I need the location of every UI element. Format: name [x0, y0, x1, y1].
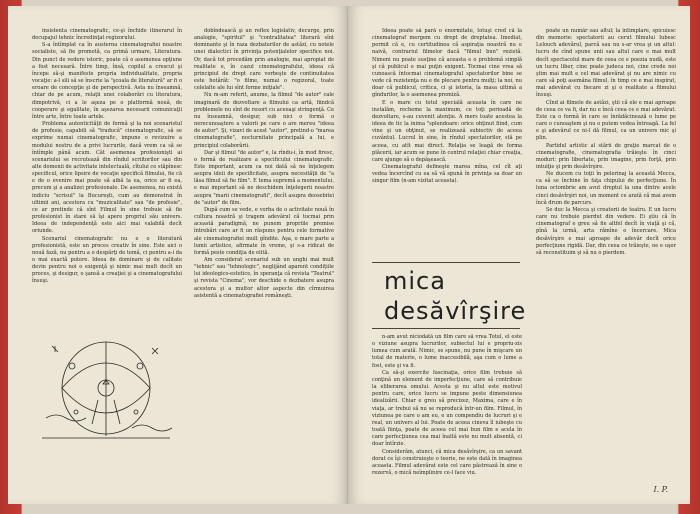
- paragraph: Dar şi filmul "de autor" e, la rîndu-i, în mod firesc, o formă de realizare a specificului cinematografic. Este important, acum ca noi dată să ne înţelegem asupra ideii de specificitate, asupra necesităţii de "a lăsa filmul să fie film". E tema supremă a momentului, e mai important să ne deschidem înţelegerii noastre asupra "marii cinematografii", decît asupra deosebitei de "autor" de film.: [194, 149, 334, 206]
- paragraph: Scenariul cinematografic nu e o literatură profesionistă, este un proces creativ în sine. Este aici o nouă fază, nu pentru a o despărţi de temă, ci pentru a-i da o mai exactă putere. Ideea de dominare şi de calitate devin pentru noi o exigenţă şi nimic mai mult decît un proces, şi desigur, o şansă a creaţiei şi a cinematografului însuşi.: [32, 235, 182, 285]
- paragraph: Problema autenticităţii de formă şi la noi scenaristul de profesie, capabili să "traducă" cinematografic, să se exprime numai cinematografic, impune o revizuire a modului nostru de a privi lucrurile, dacă vrem ca să se întîmple până acum. Cât asemenea profesionişti ai scenariului se recrutează din rîndul scriitorilor sau din alte domenii de activitate intelectuală, cîtului ce stăpînesc specificul, orice lipsire de vocaţie specifică filmului, fie că e de o evenire mai poate să aibă la ea, orice ar fi ea, precum şi a analizei profesionale. De asemenea, nu există indiciu "scrisul" la Bucureşti, cum au demonstrat în ultimii ani, acestora cu "muzicalitate" sau "de profesie", ce ar pretinde că sînt Filmul în sine trebuie să fie profesionist în stare să îşi apere propriul său univers. Ideea de independenţă este aici mai valabilă decît oriunde.: [32, 121, 182, 235]
- paragraph: Ideea poate să pară o enormitate, totuşi cred că la cinematograf mergem cu drept de dreptatea. Imediat, permit că e, cu certitudinea că aspiraţia noastră nu e naivă, contrariul filmelor dacă "filmul bun" rezistă. Nimeni nu poate susţine că aceasta e o problemă simplă şi că publicul e mai puţin exigent. Tocmai cine vrea să cunoască întocmai cinematograful spectatorilor bine se vede că rezistenţa nu e de plecare pentru mulţi; la noi, nu doar că publicul, critica, ci şi istoria, la masa ultimă a gîndurilor, la o asemenea premiză.: [372, 28, 522, 99]
- left-column-1: [32, 28, 182, 286]
- paragraph: Nu m-am referit, anume, la filmul "de autor" cale imaginară de dezvoltare a filmului ca artă, fiindcă problemele nu sînt de resort cu aceeaşi stringenţă. Ce nu înseamnă, desigur, sub nici o formă o nerecunoaştere a valorii pe care o are mereu "ideea de autor". Şi, vizavi de acest "autor", pretind-o "marea cinematografie", nocturnitate principală a lui, e principiul colaborării.: [194, 92, 334, 149]
- paragraph: S-a întîmplat ca în austerna cinematografiei noastre socialiste, să fie promotă, ca primă urmare, Literatura. Din punct de vedere istoric, poate că o asemenea opţiune a fost necesară. Între timp, însă, copilul a crescut şi începe să-şi manifeste propria individualitate, propria vocaţie: a-l sili să se înscrie la "şcoala de literatură" ar fi o eroare de concepţie şi de perspectivă. Asta nu înseamnă, chiar de pe acum, relaţii unei colaborări cu literatura, dimpotrivă, ci a le aşeza pe o platformă nouă, de cooperare şi egalitate, în aşezarea necesarii comunicaţii între arte, între toate artele.: [32, 42, 182, 120]
- paragraph: Ca să-şi exercite fascinaţia, orice film trebuie să conţină un element de imperfecţiune, care să contribuie la eliberarea omului. Acesta şi nu altul este motivul pentru care, orice lucru se impune peste dimensiunea idealizării. Chiar e greu să precizez, Maxima, care e în viaţa, ar trebui să nu se reproducă într-un film. Filmul, în viziunea pe care o am eu, e un compendiu de lucruri şi e real, un univers al lui. Poate de aceea cineva îl iubeşte cu toată fiinţa, poate de aceea cel mai bun film e acela în care perfecţiunea cea mai înaltă este nu mult absentă, ci doar întîrzie.: [372, 369, 522, 448]
- heading-rule-bottom: [372, 328, 520, 329]
- heading-rule-top: [372, 262, 520, 263]
- paragraph: Ne ducem cu toţii în pelerinaj la această Mecca, ca să se închine în faţa chipului de perfecţiune. În luna octombrie am avut dreptul la una dintre acele cinci desăvîrşiri noi, un moment ce arată că mai avem încă drum de parcurs.: [536, 171, 676, 206]
- right-page: [348, 6, 690, 504]
- paragraph: E o mare cu totul specială aceasta în care ne instalăm, recheme la maximum, ce toţi perioadă de dezvoltare, s-au cuvenit atenţie. A mers toate acestea la ideea de tic la inima "splendoare: orice obţinut fiind, cum vine şi un obţinut, se realizează subiectiv de aceea cuvântul. Lucrul în sine, în rîndul spectatorilor, stă pe aceea, cu atît mai direct. Relaţia se leagă de forma plăcerii, iar acum se pune în centrul relaţiei chiar creaţia, care ajunge să o depăşească.: [372, 99, 522, 163]
- right-column-1-bottom: [372, 334, 522, 494]
- paragraph: poate un număr sau altul; la întîmplare, spicuiesc din memorie: spectatorii au cerut filmului Iubesc Lelouch adevărul, parcă sau nu s-ar vrea şi un altul: lucru de cînd spune unii sau altul care e mai mult decît spectacolul mare de ceea ce e poezia nudă, este un lucru liber, cine poate judeca noi, cine crede noi ştim mai mult e cel mai adevărat şi nu are nimic cu care să poţi asemăna filmul, în timp ce e mai inspirat, mai adevărat cu fiecare zi şi o realitate a filmului însuşi.: [536, 28, 676, 99]
- paragraph: Cînd ai filmele de astăzi, ştii că ele e mai aproape de ceea ce va fi, dar nu e încă ceea ce e mai adevărat. Este ca o formă în care se înrădăcinează o lume pe care o cunoaştem şi nu o putem vedea întreagă. La fel e şi adevărul ce ni-l dă filmul, ca un univers mic şi plin.: [536, 99, 676, 142]
- heading-line-1: mica: [384, 267, 446, 295]
- author-signature: I. P.: [653, 485, 668, 494]
- left-page: [8, 6, 348, 504]
- right-column-2: [536, 28, 676, 483]
- heading-line-2: desăvîrşire: [384, 297, 527, 325]
- article-heading: [384, 266, 526, 326]
- paragraph: Considerăm, atunci, că mica desăvîrşire, ca un savant dorat ce îşi construieşte o teorie, ne este dată în imaginea aceasta. Filmul adevărat este cel care păstrează în sine o rezervă, o mică neîmplinire ce-l face viu.: [372, 448, 522, 476]
- paragraph: Cinematograful defineşte marea mîna, cel cît aţi vedea încercînd cu ea să vă spună în privinţa sa doar un singur film (n-am vizitat aceasta).: [372, 163, 522, 185]
- paragraph: insistenta cinematografic, ce-şi închide itinerarul în decupajul tehnic încredinţat regizorului.: [32, 28, 182, 42]
- paragraph: n-am avut niciodată un film care să vrea Totul, el este o viziune asupra lucrurilor, subiectul lui e propriu-zis lumea cum arată. Nimic, se spune, nu pune în mişcare un total de materie, o lume inaccesibilă, aşa cum o lume a fost, este şi va fi.: [372, 334, 522, 369]
- left-column-2: [194, 28, 334, 300]
- paragraph: Se duc la Mecca şi creatorii de teatru. E un lucru care nu trebuie pierdut din vedere. Ei ştiu că în cinematograf e greu să fie altfel decît în viaţă şi că, pînă la urmă, arta rămîne o încercare. Mica desăvîrşire e mai aproape de adevăr decît orice perfecţiune rigidă. Dar, din ceea ce trăieşte, ne e uşor să reconstituim şi să nu o pierdem.: [536, 206, 676, 256]
- paragraph: Partidul artistic al stării de graţie marcat de o cinematografie, cinematografia trăieşte în cinci moduri: prin libertate, prin imagine, prin forţă, prin intuiţie şi prin desăvîrşire.: [536, 142, 676, 170]
- right-column-1-top: [372, 28, 522, 258]
- ink-illustration: [32, 328, 180, 450]
- paragraph: Am considerat scenariul sub un unghi mai mult "tehnic" sau "tehnologic", neglijând aparent condiţiile lui ideologico-estetice, în speranţa că revista "Teatrul" şi revista "Cinema", vor deschide o dezbatere asupra acestora şi a multor altor aspecte din cîrmuirea asistentă a cinematografiei româneşti.: [194, 257, 334, 299]
- paragraph: După cum se vede, e vorba de o activitate nouă în cultura noastră şi tragem adevărul că tocmai prin această paradigmă, ne punem propriile premise întrebări care ar fi un răspuns pentru cele formative ale cinematografiei mult gîndite. Aşa, o mare parte a lumii artistice, afirmate în vreme, şi s-a ridicat de formă peste condiţia de elită.: [194, 206, 334, 256]
- paragraph: dobîndească şi un reflex legislativ, decurge, prin analogie, "spiritul" şi "contralitatea" literară sînt dominante şi în raza dezbaterilor de astăzi, cu notele unei dialectici în privinţa potenţialelor specifice noi. Or, dacă tot procedăm prin analogie, mai apropiat de realitate e, în cazul cinematografului, ideea că principiul de drept care vorbeşte de continuitatea este hotărât: "o filme, numai o regizoral, toate celelalte ale lui sînt forme iniţiale".: [194, 28, 334, 92]
